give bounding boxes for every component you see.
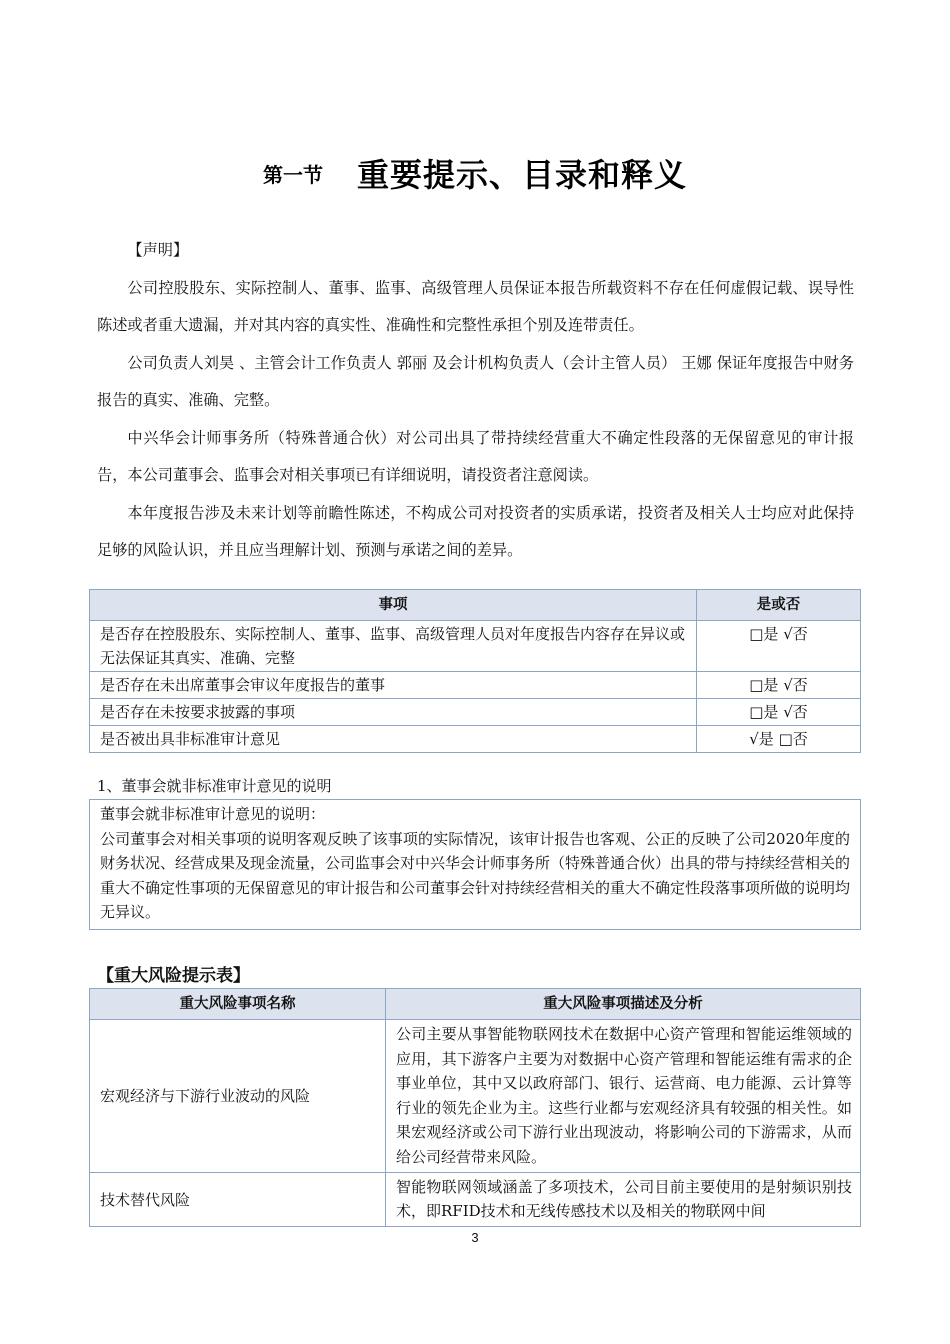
board-note-heading: 1、董事会就非标准审计意见的说明 — [97, 777, 332, 795]
risk-description: 智能物联网领域涵盖了多项技术，公司目前主要使用的是射频识别技术，即RFID技术和无线传感技术以及相关的物联网中间 — [386, 1172, 861, 1226]
matter-answer: □是 √否 — [697, 699, 861, 726]
statement-paragraph: 中兴华会计师事务所（特殊普通合伙）对公司出具了带持续经营重大不确定性段落的无保留意见的审计报告，本公司董事会、监事会对相关事项已有详细说明，请投资者注意阅读。 — [97, 428, 854, 484]
board-note-text: 公司董事会对相关事项的说明客观反映了该事项的实际情况，该审计报告也客观、公正的反映了公司2020年度的财务状况、经营成果及现金流量，公司监事会对中兴华会计师事务所（特殊普通合伙）出具的带与持续经营相关的重大不确定性事项的无保留意见的审计报告和公司董事会针对持续经营相关的重大不确定性段落事项所做的说明均无异议。 — [100, 829, 851, 921]
section-heading: 重要提示、目录和释义 — [356, 156, 687, 194]
risk-table — [89, 988, 861, 1227]
risk-table-title: 【重大风险提示表】 — [97, 966, 250, 986]
statement-block — [97, 232, 854, 570]
matter-item: 是否被出具非标准审计意见 — [90, 726, 697, 753]
section-number: 第一节 — [262, 163, 323, 187]
risk-header-desc: 重大风险事项描述及分析 — [386, 989, 861, 1020]
statement-label: 【声明】 — [127, 241, 189, 259]
matter-answer: □是 √否 — [697, 672, 861, 699]
statement-paragraph: 本年度报告涉及未来计划等前瞻性陈述，不构成公司对投资者的实质承诺，投资者及相关人士均应对此保持足够的风险认识，并且应当理解计划、预测与承诺之间的差异。 — [97, 503, 854, 559]
board-note-box — [89, 799, 861, 930]
page-number: 3 — [471, 1230, 479, 1245]
statement-paragraph: 公司控股股东、实际控制人、董事、监事、高级管理人员保证本报告所载资料不存在任何虚假记载、误导性陈述或者重大遗漏，并对其内容的真实性、准确性和完整性承担个别及连带责任。 — [97, 278, 854, 334]
matters-header-answer: 是或否 — [697, 590, 861, 621]
table-row — [90, 1172, 861, 1226]
board-note-label: 董事会就非标准审计意见的说明： — [100, 805, 326, 823]
table-row — [90, 621, 861, 672]
table-row — [90, 672, 861, 699]
section-title — [0, 150, 950, 196]
table-row — [90, 699, 861, 726]
risk-header-name: 重大风险事项名称 — [90, 989, 386, 1020]
matter-answer: √是 □否 — [697, 726, 861, 753]
table-row — [90, 726, 861, 753]
matter-item: 是否存在未按要求披露的事项 — [90, 699, 697, 726]
risk-name: 技术替代风险 — [90, 1172, 386, 1226]
matter-item: 是否存在控股股东、实际控制人、董事、监事、高级管理人员对年度报告内容存在异议或无法保证其真实、准确、完整 — [90, 621, 697, 672]
matter-item: 是否存在未出席董事会审议年度报告的董事 — [90, 672, 697, 699]
board-note-content — [90, 800, 861, 930]
matter-answer: □是 √否 — [697, 621, 861, 672]
risk-description: 公司主要从事智能物联网技术在数据中心资产管理和智能运维领域的应用，其下游客户主要为对数据中心资产管理和智能运维有需求的企事业单位，其中又以政府部门、银行、运营商、电力能源、云计算等行业的领先企业为主。这些行业都与宏观经济具有较强的相关性。如果宏观经济或公司下游行业出现波动，将影响公司的下游需求，从而给公司经营带来风险。 — [386, 1020, 861, 1173]
matters-table — [89, 589, 861, 753]
matters-header-item: 事项 — [90, 590, 697, 621]
table-row — [90, 1020, 861, 1173]
risk-name: 宏观经济与下游行业波动的风险 — [90, 1020, 386, 1173]
statement-paragraph: 公司负责人刘昊 、主管会计工作负责人 郭丽 及会计机构负责人（会计主管人员） 王娜 保证年度报告中财务报告的真实、准确、完整。 — [97, 353, 854, 409]
